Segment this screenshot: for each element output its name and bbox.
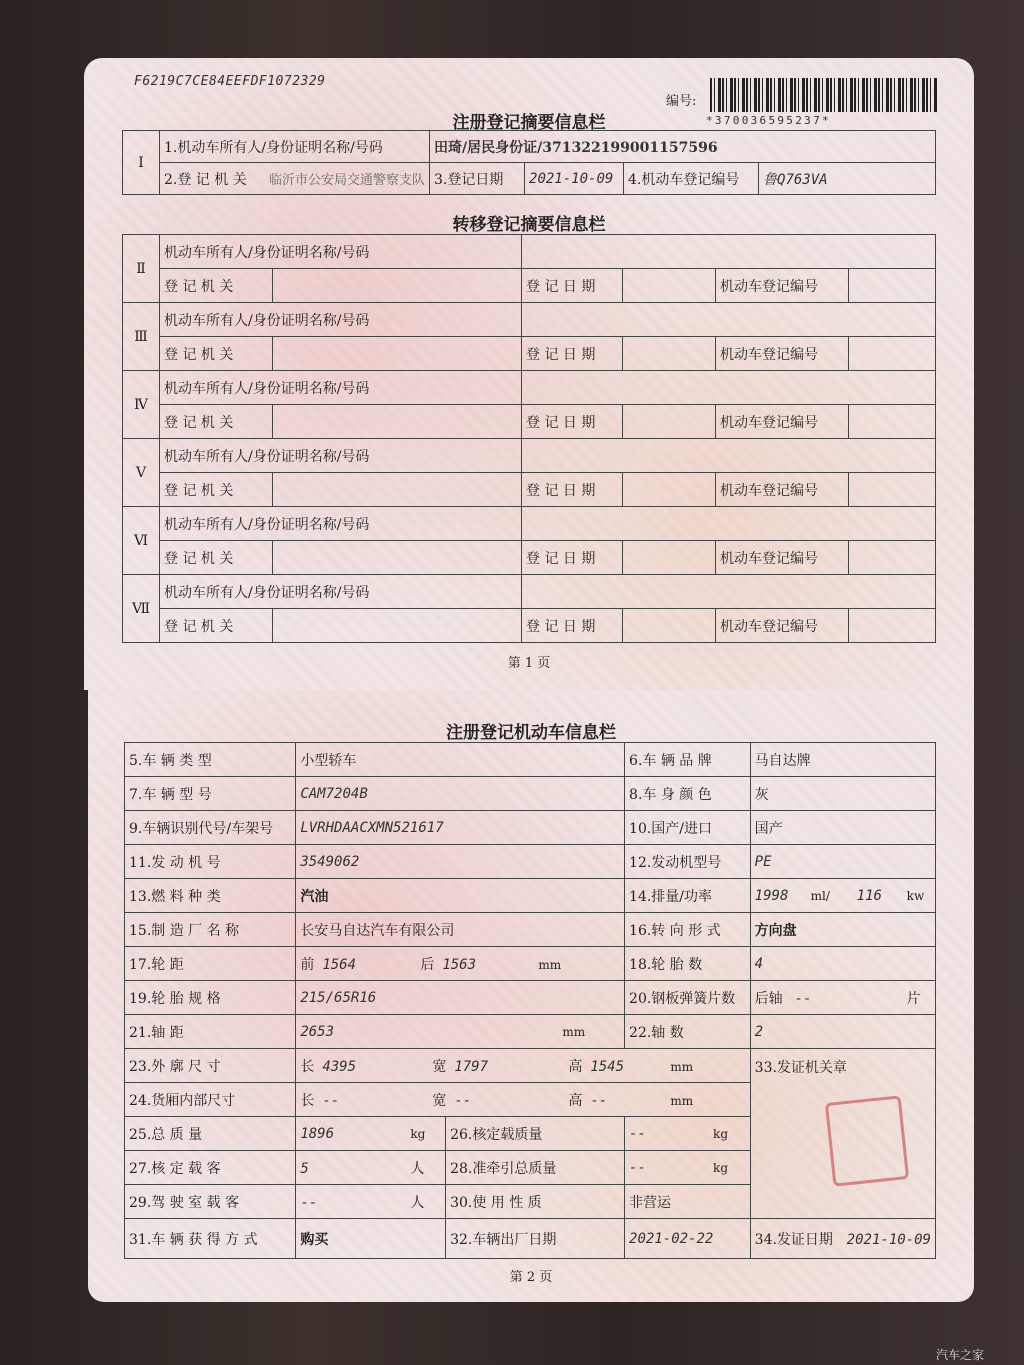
- manufacture-date-value: 2021-02-22: [625, 1219, 751, 1259]
- transfer-date-value: [623, 541, 716, 575]
- transfer-owner-label: 机动车所有人/身份证明名称/号码: [160, 235, 522, 269]
- manufacturer-label: 15.制 造 厂 名 称: [125, 913, 296, 947]
- vehicle-info-title: 注册登记机动车信息栏: [446, 723, 616, 743]
- transfer-date-label: 登 记 日 期: [522, 541, 623, 575]
- cargo-height-label: 高: [568, 1092, 583, 1109]
- transfer-no-value: [849, 609, 936, 643]
- barcode: [710, 78, 938, 112]
- cargo-width-value: --: [454, 1092, 472, 1109]
- total-mass-label: 25.总 质 量: [125, 1117, 296, 1151]
- width-value: 1797: [454, 1058, 489, 1075]
- dimensions-label: 23.外 廓 尺 寸: [125, 1049, 296, 1083]
- transfer-owner-label: 机动车所有人/身份证明名称/号码: [160, 439, 522, 473]
- cab-passengers-unit: 人: [410, 1194, 425, 1211]
- cab-passengers-cell: [296, 1185, 446, 1219]
- owner-label: 1.机动车所有人/身份证明名称/号码: [160, 131, 430, 163]
- transfer-authority-label: 登 记 机 关: [160, 473, 273, 507]
- fuel-label: 13.燃 料 种 类: [125, 879, 296, 913]
- vehicle-info-table: [124, 742, 936, 1259]
- transfer-no-value: [849, 541, 936, 575]
- tire-spec-label: 19.轮 胎 规 格: [125, 981, 296, 1015]
- spring-cell: [750, 981, 935, 1015]
- origin-value: 国产: [750, 811, 935, 845]
- issue-date-cell: [750, 1219, 935, 1259]
- color-label: 8.车 身 颜 色: [625, 777, 751, 811]
- transfer-owner-value: [522, 507, 936, 541]
- dimensions-cell: [296, 1049, 750, 1083]
- owner-value: 田琦/居民身份证/371322199001157596: [430, 131, 936, 163]
- row-numeral: Ⅳ: [123, 371, 160, 439]
- passengers-value: 5: [300, 1160, 309, 1177]
- steering-label: 16.转 向 形 式: [625, 913, 751, 947]
- track-front-label: 前: [300, 956, 315, 973]
- transfer-no-label: 机动车登记编号: [716, 473, 849, 507]
- transfer-owner-value: [522, 439, 936, 473]
- transfer-no-value: [849, 405, 936, 439]
- tire-spec-value: 215/65R16: [296, 981, 625, 1015]
- transfer-date-value: [623, 269, 716, 303]
- cab-passengers-value: --: [300, 1194, 318, 1211]
- document-serial: F6219C7CE84EEFDF1072329: [134, 74, 326, 89]
- tire-count-value: 4: [750, 947, 935, 981]
- vehicle-type-label: 5.车 辆 类 型: [125, 743, 296, 777]
- row-numeral: Ⅲ: [123, 303, 160, 371]
- rated-load-unit: kg: [713, 1126, 728, 1141]
- brand-value: 马自达牌: [750, 743, 935, 777]
- transfer-authority-value: [273, 473, 522, 507]
- barcode-number: *370036595237*: [706, 114, 831, 127]
- transfer-owner-label: 机动车所有人/身份证明名称/号码: [160, 575, 522, 609]
- transfer-no-label: 机动车登记编号: [716, 269, 849, 303]
- transfer-authority-label: 登 记 机 关: [160, 337, 273, 371]
- transfer-authority-value: [273, 269, 522, 303]
- towing-mass-value: --: [629, 1159, 646, 1176]
- engine-no-label: 11.发 动 机 号: [125, 845, 296, 879]
- transfer-date-value: [623, 609, 716, 643]
- page-number-1: 第 1 页: [507, 656, 551, 671]
- transfer-authority-value: [273, 609, 522, 643]
- row-numeral: Ⅰ: [123, 131, 160, 195]
- transfer-authority-label: 登 记 机 关: [160, 609, 273, 643]
- transfer-summary-table: [122, 234, 936, 643]
- issuer-seal-label: 33.发证机关章: [754, 1060, 847, 1076]
- registration-summary-title: 注册登记摘要信息栏: [452, 113, 606, 133]
- transfer-no-label: 机动车登记编号: [716, 541, 849, 575]
- vehicle-type-value: 小型轿车: [296, 743, 625, 777]
- height-label: 高: [568, 1058, 583, 1075]
- vin-label: 9.车辆识别代号/车架号: [125, 811, 296, 845]
- power-value: 116: [856, 887, 882, 904]
- spring-unit: 片: [906, 990, 921, 1007]
- transfer-date-label: 登 记 日 期: [522, 609, 623, 643]
- cargo-width-label: 宽: [432, 1092, 447, 1109]
- issue-date-value: 2021-10-09: [846, 1231, 931, 1248]
- color-value: 灰: [750, 777, 935, 811]
- certificate-page-2: [88, 690, 974, 1302]
- transfer-no-label: 机动车登记编号: [716, 405, 849, 439]
- towing-mass-cell: [625, 1151, 751, 1185]
- engine-no-value: 3549062: [296, 845, 625, 879]
- track-cell: [296, 947, 625, 981]
- brand-label: 6.车 辆 品 牌: [625, 743, 751, 777]
- authority-value: 临沂市公安局交通警察支队: [269, 172, 426, 188]
- total-mass-cell: [296, 1117, 446, 1151]
- rated-load-value: --: [629, 1125, 646, 1142]
- transfer-no-value: [849, 337, 936, 371]
- track-front-value: 1564: [322, 956, 357, 973]
- transfer-authority-label: 登 记 机 关: [160, 269, 273, 303]
- spring-value: --: [794, 990, 812, 1007]
- authority-label: [160, 163, 430, 195]
- row-numeral: Ⅱ: [123, 235, 160, 303]
- row-numeral: Ⅵ: [123, 507, 160, 575]
- passengers-label: 27.核 定 载 客: [125, 1151, 296, 1185]
- total-mass-value: 1896: [300, 1125, 335, 1142]
- track-label: 17.轮 距: [125, 947, 296, 981]
- official-seal: [824, 1095, 908, 1186]
- passengers-cell: [296, 1151, 446, 1185]
- length-value: 4395: [322, 1058, 357, 1075]
- model-label: 7.车 辆 型 号: [125, 777, 296, 811]
- rated-load-cell: [625, 1117, 751, 1151]
- transfer-authority-label: 登 记 机 关: [160, 541, 273, 575]
- transfer-owner-value: [522, 303, 936, 337]
- transfer-no-value: [849, 269, 936, 303]
- transfer-owner-label: 机动车所有人/身份证明名称/号码: [160, 507, 522, 541]
- registration-no-label: 4.机动车登记编号: [624, 163, 759, 195]
- transfer-date-label: 登 记 日 期: [522, 337, 623, 371]
- transfer-authority-label: 登 记 机 关: [160, 405, 273, 439]
- towing-mass-unit: kg: [713, 1160, 728, 1175]
- track-rear-label: 后: [420, 956, 435, 973]
- track-rear-value: 1563: [442, 956, 477, 973]
- cargo-dimensions-label: 24.货厢内部尺寸: [125, 1083, 296, 1117]
- date-value: 2021-10-09: [525, 163, 624, 195]
- cargo-length-label: 长: [300, 1092, 315, 1109]
- wheelbase-label: 21.轴 距: [125, 1015, 296, 1049]
- site-watermark: 汽车之家: [936, 1348, 985, 1362]
- track-unit: mm: [538, 957, 562, 972]
- spring-label: 20.钢板弹簧片数: [625, 981, 751, 1015]
- transfer-date-value: [623, 405, 716, 439]
- transfer-owner-value: [522, 235, 936, 269]
- steering-value: 方向盘: [750, 913, 935, 947]
- origin-label: 10.国产/进口: [625, 811, 751, 845]
- transfer-date-label: 登 记 日 期: [522, 269, 623, 303]
- acquisition-label: 31.车 辆 获 得 方 式: [125, 1219, 296, 1259]
- registration-summary-table: [122, 130, 936, 195]
- tire-count-label: 18.轮 胎 数: [625, 947, 751, 981]
- transfer-authority-value: [273, 541, 522, 575]
- transfer-date-label: 登 记 日 期: [522, 473, 623, 507]
- date-label: 3.登记日期: [430, 163, 525, 195]
- transfer-authority-value: [273, 405, 522, 439]
- issuer-seal-cell: [750, 1049, 935, 1219]
- length-label: 长: [300, 1058, 315, 1075]
- transfer-owner-label: 机动车所有人/身份证明名称/号码: [160, 371, 522, 405]
- width-label: 宽: [432, 1058, 447, 1075]
- row-numeral: Ⅶ: [123, 575, 160, 643]
- axle-count-label: 22.轴 数: [625, 1015, 751, 1049]
- usage-label: 30.使 用 性 质: [446, 1185, 625, 1219]
- displacement-unit: ml/: [810, 888, 830, 903]
- authority-label-text: 2.登 记 机 关: [164, 171, 247, 188]
- height-value: 1545: [590, 1058, 625, 1075]
- number-label: 编号:: [666, 94, 697, 109]
- passengers-unit: 人: [410, 1160, 425, 1177]
- transfer-date-value: [623, 473, 716, 507]
- rated-load-label: 26.核定载质量: [446, 1117, 625, 1151]
- transfer-authority-value: [273, 337, 522, 371]
- wheelbase-cell: [296, 1015, 625, 1049]
- model-value: CAM7204B: [296, 777, 625, 811]
- transfer-date-label: 登 记 日 期: [522, 405, 623, 439]
- cargo-height-value: --: [590, 1092, 608, 1109]
- wheelbase-value: 2653: [300, 1023, 335, 1040]
- dimensions-unit: mm: [670, 1059, 694, 1074]
- transfer-summary-title: 转移登记摘要信息栏: [452, 215, 606, 235]
- cargo-length-value: --: [322, 1092, 340, 1109]
- displacement-power-cell: [750, 879, 935, 913]
- towing-mass-label: 28.准牵引总质量: [446, 1151, 625, 1185]
- usage-value: 非营运: [625, 1185, 751, 1219]
- acquisition-value: 购买: [296, 1219, 446, 1259]
- transfer-date-value: [623, 337, 716, 371]
- manufacturer-value: 长安马自达汽车有限公司: [296, 913, 625, 947]
- power-unit: kw: [906, 888, 925, 903]
- cargo-dimensions-unit: mm: [670, 1093, 694, 1108]
- transfer-no-value: [849, 473, 936, 507]
- certificate-page-1: [84, 58, 974, 690]
- total-mass-unit: kg: [410, 1126, 426, 1141]
- transfer-owner-label: 机动车所有人/身份证明名称/号码: [160, 303, 522, 337]
- transfer-no-label: 机动车登记编号: [716, 609, 849, 643]
- manufacture-date-label: 32.车辆出厂日期: [446, 1219, 625, 1259]
- transfer-owner-value: [522, 575, 936, 609]
- displacement-value: 1998: [754, 887, 789, 904]
- axle-count-value: 2: [750, 1015, 935, 1049]
- engine-model-value: PE: [750, 845, 935, 879]
- vin-value: LVRHDAACXMN521617: [296, 811, 625, 845]
- issue-date-label: 34.发证日期: [754, 1231, 833, 1248]
- rear-axle-label: 后轴: [754, 990, 783, 1007]
- displacement-label: 14.排量/功率: [625, 879, 751, 913]
- fuel-value: 汽油: [296, 879, 625, 913]
- cab-passengers-label: 29.驾 驶 室 载 客: [125, 1185, 296, 1219]
- transfer-owner-value: [522, 371, 936, 405]
- transfer-no-label: 机动车登记编号: [716, 337, 849, 371]
- registration-no-value: 鲁Q763VA: [759, 163, 936, 195]
- wheelbase-unit: mm: [562, 1024, 586, 1039]
- engine-model-label: 12.发动机型号: [625, 845, 751, 879]
- cargo-dimensions-cell: [296, 1083, 750, 1117]
- row-numeral: Ⅴ: [123, 439, 160, 507]
- page-number-2: 第 2 页: [509, 1270, 553, 1285]
